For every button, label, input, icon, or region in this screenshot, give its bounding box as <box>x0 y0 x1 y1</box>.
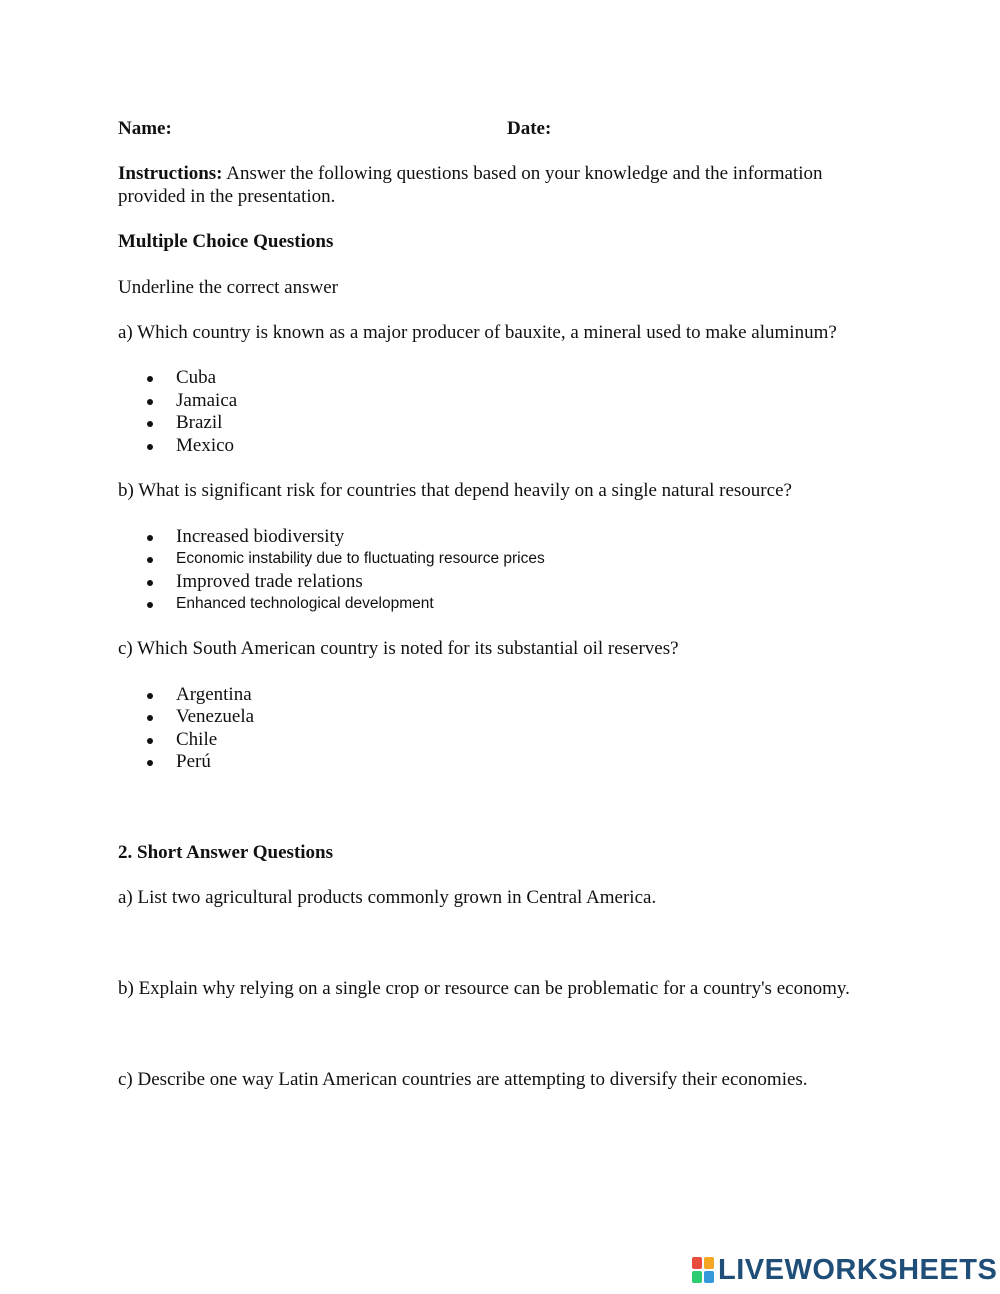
mc-option[interactable]: Perú <box>176 751 211 772</box>
instructions-text-continued: provided in the presentation. <box>118 186 336 207</box>
bullet-icon <box>147 706 155 728</box>
short-question-a: a) List two agricultural products commonly grown in Central America. <box>118 887 657 908</box>
mc-option[interactable]: Chile <box>176 729 218 750</box>
instructions-text: Answer the following questions based on your knowledge and the information <box>222 163 823 184</box>
mc-option[interactable]: Mexico <box>176 435 235 456</box>
bullet-icon <box>147 390 155 412</box>
bullet-icon <box>147 729 155 751</box>
short-question-c: c) Describe one way Latin American countries are attempting to diversify their economies. <box>118 1069 808 1090</box>
logo-text: LIVEWORKSHEETS <box>718 1253 998 1286</box>
bullet-icon <box>147 435 155 457</box>
mc-option[interactable]: Argentina <box>176 684 252 705</box>
date-label: Date: <box>507 118 552 139</box>
bullet-icon <box>147 526 155 548</box>
mc-option[interactable]: Cuba <box>176 367 217 388</box>
mc-option[interactable]: Enhanced technological development <box>176 595 434 612</box>
liveworksheets-logo-icon <box>692 1257 714 1283</box>
bullet-icon <box>147 751 155 773</box>
mc-option[interactable]: Increased biodiversity <box>176 526 345 547</box>
mc-option[interactable]: Economic instability due to fluctuating resource prices <box>176 550 545 567</box>
mc-option[interactable]: Brazil <box>176 412 223 433</box>
instructions <box>118 163 823 185</box>
bullet-icon <box>147 571 155 593</box>
logo-square <box>704 1257 714 1269</box>
instructions-label: Instructions: <box>118 163 223 184</box>
name-label: Name: <box>118 118 172 139</box>
liveworksheets-logo <box>692 1254 997 1286</box>
bullet-icon <box>147 548 155 570</box>
mc-question-a: a) Which country is known as a major producer of bauxite, a mineral used to make aluminum? <box>118 322 837 343</box>
mc-direction: Underline the correct answer <box>118 277 338 298</box>
short-answer-heading: 2. Short Answer Questions <box>118 842 334 863</box>
mc-option[interactable]: Improved trade relations <box>176 571 363 592</box>
logo-square <box>692 1257 702 1269</box>
logo-square <box>704 1271 714 1283</box>
mc-option[interactable]: Venezuela <box>176 706 255 727</box>
bullet-icon <box>147 593 155 615</box>
bullet-icon <box>147 367 155 389</box>
mc-option[interactable]: Jamaica <box>176 390 238 411</box>
mc-question-b: b) What is significant risk for countries that depend heavily on a single natural resource? <box>118 480 792 501</box>
bullet-icon <box>147 412 155 434</box>
mc-heading: Multiple Choice Questions <box>118 231 334 252</box>
mc-question-c: c) Which South American country is noted for its substantial oil reserves? <box>118 638 679 659</box>
short-question-b: b) Explain why relying on a single crop or resource can be problematic for a country's economy. <box>118 978 850 999</box>
bullet-icon <box>147 684 155 706</box>
logo-square <box>692 1271 702 1283</box>
